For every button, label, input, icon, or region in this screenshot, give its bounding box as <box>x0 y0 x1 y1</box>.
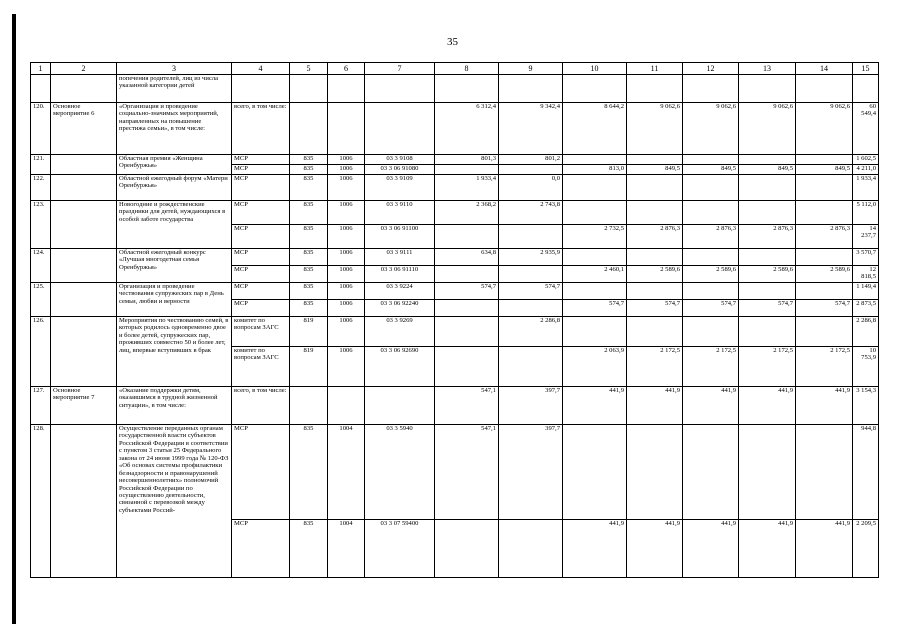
cell-v2015: 397,7 <box>499 425 563 520</box>
cell-executor: МСР <box>232 175 290 201</box>
table-row <box>31 103 879 155</box>
table-row <box>31 201 879 225</box>
cell-total: 3 154,3 <box>853 387 879 425</box>
cell-v2018 <box>683 249 739 266</box>
cell-v2020 <box>796 283 853 300</box>
cell-v2019: 441,9 <box>739 387 796 425</box>
cell-total: 1 149,4 <box>853 283 879 300</box>
cell-total: 3 570,7 <box>853 249 879 266</box>
cell-v2015 <box>499 75 563 103</box>
cell-csr: 03 3 06 92690 <box>365 347 435 387</box>
cell-v2020 <box>796 175 853 201</box>
cell-grbs <box>290 103 328 155</box>
header-cell-6: 6 <box>328 63 365 75</box>
row-number: 125. <box>31 283 51 317</box>
cell-v2019: 2 589,6 <box>739 266 796 283</box>
cell-v2015 <box>499 266 563 283</box>
cell-v2014: 6 312,4 <box>435 103 499 155</box>
row-number: 122. <box>31 175 51 201</box>
cell-grbs: 819 <box>290 317 328 347</box>
cell-v2016 <box>563 201 627 225</box>
cell-total: 4 211,0 <box>853 165 879 175</box>
cell-v2018: 441,9 <box>683 387 739 425</box>
activity-name: Основное мероприятие 6 <box>51 103 117 155</box>
budget-table <box>30 62 879 578</box>
cell-csr: 03 3 06 92240 <box>365 300 435 317</box>
cell-v2016 <box>563 155 627 165</box>
cell-v2019 <box>739 201 796 225</box>
cell-csr: 03 3 06 91080 <box>365 165 435 175</box>
cell-v2017 <box>627 201 683 225</box>
cell-v2017: 2 589,6 <box>627 266 683 283</box>
cell-csr <box>365 103 435 155</box>
activity-name <box>51 425 117 578</box>
table-body <box>31 75 879 578</box>
cell-v2014 <box>435 225 499 249</box>
cell-total <box>853 75 879 103</box>
cell-v2018 <box>683 317 739 347</box>
activity-name <box>51 249 117 283</box>
cell-v2017 <box>627 425 683 520</box>
cell-total: 944,8 <box>853 425 879 520</box>
cell-v2018: 2 172,5 <box>683 347 739 387</box>
activity-description: Областной ежегодный форум «Матери Оренбуржья» <box>117 175 232 201</box>
cell-v2020: 574,7 <box>796 300 853 317</box>
cell-v2020 <box>796 75 853 103</box>
cell-total: 2 873,5 <box>853 300 879 317</box>
cell-v2014: 547,1 <box>435 425 499 520</box>
table-row <box>31 425 879 520</box>
cell-v2020: 441,9 <box>796 387 853 425</box>
cell-v2020: 2 589,6 <box>796 266 853 283</box>
cell-grbs: 835 <box>290 225 328 249</box>
cell-executor: МСР <box>232 266 290 283</box>
cell-total: 60 549,4 <box>853 103 879 155</box>
cell-v2014: 801,3 <box>435 155 499 165</box>
cell-v2016: 441,9 <box>563 387 627 425</box>
cell-executor: МСР <box>232 283 290 300</box>
cell-v2016 <box>563 283 627 300</box>
cell-v2015: 2 743,8 <box>499 201 563 225</box>
cell-v2020 <box>796 249 853 266</box>
cell-rzpr: 1006 <box>328 165 365 175</box>
activity-description: «Оказание поддержки детям, оказавшимся в трудной жизненной ситуации», в том числе: <box>117 387 232 425</box>
activity-description: Новогодние и рождественские праздники для детей, нуждающихся в особой заботе государства <box>117 201 232 249</box>
cell-csr: 03 3 9109 <box>365 175 435 201</box>
cell-v2019: 2 172,5 <box>739 347 796 387</box>
cell-v2016 <box>563 175 627 201</box>
table-row <box>31 317 879 347</box>
cell-v2018 <box>683 175 739 201</box>
activity-name <box>51 75 117 103</box>
cell-v2014: 2 368,2 <box>435 201 499 225</box>
header-cell-2: 2 <box>51 63 117 75</box>
cell-grbs: 835 <box>290 520 328 578</box>
header-cell-4: 4 <box>232 63 290 75</box>
cell-grbs: 835 <box>290 175 328 201</box>
cell-v2014 <box>435 266 499 283</box>
cell-csr: 03 3 9111 <box>365 249 435 266</box>
cell-v2016 <box>563 249 627 266</box>
cell-v2015 <box>499 165 563 175</box>
cell-executor: МСР <box>232 201 290 225</box>
header-cell-1: 1 <box>31 63 51 75</box>
cell-v2015: 574,7 <box>499 283 563 300</box>
cell-csr: 03 3 9110 <box>365 201 435 225</box>
cell-rzpr: 1006 <box>328 347 365 387</box>
cell-v2015 <box>499 300 563 317</box>
cell-v2020: 849,5 <box>796 165 853 175</box>
cell-v2017 <box>627 75 683 103</box>
cell-v2016: 441,9 <box>563 520 627 578</box>
header-cell-12: 12 <box>683 63 739 75</box>
cell-v2015: 2 935,9 <box>499 249 563 266</box>
cell-executor: всего, в том числе: <box>232 387 290 425</box>
cell-grbs: 835 <box>290 266 328 283</box>
row-number: 128. <box>31 425 51 578</box>
header-cell-8: 8 <box>435 63 499 75</box>
cell-v2019 <box>739 317 796 347</box>
row-number: 120. <box>31 103 51 155</box>
table-row <box>31 249 879 266</box>
activity-name: Основное мероприятие 7 <box>51 387 117 425</box>
cell-executor: МСР <box>232 165 290 175</box>
cell-v2014 <box>435 520 499 578</box>
cell-v2018 <box>683 283 739 300</box>
header-cell-10: 10 <box>563 63 627 75</box>
header-row <box>31 63 879 75</box>
cell-v2014 <box>435 165 499 175</box>
cell-rzpr <box>328 103 365 155</box>
cell-csr: 03 3 06 91100 <box>365 225 435 249</box>
cell-rzpr: 1006 <box>328 201 365 225</box>
cell-v2017 <box>627 155 683 165</box>
cell-v2015: 397,7 <box>499 387 563 425</box>
cell-grbs: 835 <box>290 165 328 175</box>
cell-executor: МСР <box>232 155 290 165</box>
activity-name <box>51 155 117 175</box>
cell-v2018: 2 876,3 <box>683 225 739 249</box>
cell-v2018: 574,7 <box>683 300 739 317</box>
activity-name <box>51 175 117 201</box>
cell-v2019: 2 876,3 <box>739 225 796 249</box>
cell-v2020 <box>796 425 853 520</box>
cell-v2014 <box>435 317 499 347</box>
cell-csr: 03 3 5940 <box>365 425 435 520</box>
cell-rzpr <box>328 387 365 425</box>
row-number: 127. <box>31 387 51 425</box>
page-number: 35 <box>447 36 458 48</box>
cell-v2016 <box>563 317 627 347</box>
cell-v2015 <box>499 225 563 249</box>
cell-rzpr: 1006 <box>328 225 365 249</box>
cell-v2014 <box>435 347 499 387</box>
cell-v2019 <box>739 249 796 266</box>
cell-executor: всего, в том числе: <box>232 103 290 155</box>
cell-v2014: 547,1 <box>435 387 499 425</box>
cell-rzpr: 1006 <box>328 249 365 266</box>
cell-v2018: 9 062,6 <box>683 103 739 155</box>
cell-v2016 <box>563 425 627 520</box>
cell-grbs <box>290 387 328 425</box>
cell-rzpr: 1004 <box>328 520 365 578</box>
cell-rzpr: 1006 <box>328 155 365 165</box>
cell-rzpr: 1006 <box>328 266 365 283</box>
cell-v2017: 574,7 <box>627 300 683 317</box>
cell-grbs <box>290 75 328 103</box>
cell-v2020 <box>796 155 853 165</box>
cell-v2020: 441,9 <box>796 520 853 578</box>
cell-total: 2 209,5 <box>853 520 879 578</box>
cell-executor: комитет по вопросам ЗАГС <box>232 317 290 347</box>
cell-rzpr: 1006 <box>328 283 365 300</box>
table-row <box>31 75 879 103</box>
cell-v2016: 2 460,1 <box>563 266 627 283</box>
activity-name <box>51 317 117 387</box>
cell-v2019: 849,5 <box>739 165 796 175</box>
cell-v2019 <box>739 75 796 103</box>
cell-v2019 <box>739 283 796 300</box>
cell-v2018: 849,5 <box>683 165 739 175</box>
cell-total: 1 602,5 <box>853 155 879 165</box>
row-number <box>31 75 51 103</box>
cell-csr: 03 3 9224 <box>365 283 435 300</box>
cell-v2014: 574,7 <box>435 283 499 300</box>
cell-v2018 <box>683 201 739 225</box>
cell-csr <box>365 387 435 425</box>
cell-grbs: 835 <box>290 249 328 266</box>
cell-v2017: 441,9 <box>627 520 683 578</box>
table-row <box>31 175 879 201</box>
cell-v2020: 9 062,6 <box>796 103 853 155</box>
table-row <box>31 387 879 425</box>
header-cell-14: 14 <box>796 63 853 75</box>
activity-description: Областная премия «Женщина Оренбуржья» <box>117 155 232 175</box>
cell-v2015: 0,0 <box>499 175 563 201</box>
row-number: 124. <box>31 249 51 283</box>
cell-grbs: 819 <box>290 347 328 387</box>
cell-v2018 <box>683 425 739 520</box>
activity-name <box>51 201 117 249</box>
header-cell-9: 9 <box>499 63 563 75</box>
cell-v2017: 9 062,6 <box>627 103 683 155</box>
cell-v2020 <box>796 317 853 347</box>
cell-csr: 03 3 9269 <box>365 317 435 347</box>
cell-csr: 03 3 07 59400 <box>365 520 435 578</box>
table-row <box>31 283 879 300</box>
cell-v2016 <box>563 75 627 103</box>
cell-v2016: 574,7 <box>563 300 627 317</box>
header-cell-13: 13 <box>739 63 796 75</box>
cell-v2017: 2 876,3 <box>627 225 683 249</box>
activity-description: Осуществление переданных органам государственной власти субъектов Российской Федерации в соответствии с пунктом 3 статьи 25 Федерального закона от 24 июня 1999 года № 120-ФЗ «Об основах системы профилактики безнадзорности и правонарушений несовершеннолетних» полномочий Российской Федерации по осуществлению деятельности, связанной с перевозкой между субъектами Россий- <box>117 425 232 578</box>
row-number: 123. <box>31 201 51 249</box>
activity-description: попечения родителей, лиц из числа указанной категории детей <box>117 75 232 103</box>
cell-grbs: 835 <box>290 201 328 225</box>
cell-v2017 <box>627 283 683 300</box>
cell-csr: 03 3 06 91110 <box>365 266 435 283</box>
cell-v2015 <box>499 347 563 387</box>
cell-grbs: 835 <box>290 425 328 520</box>
cell-v2018: 441,9 <box>683 520 739 578</box>
cell-v2017: 849,5 <box>627 165 683 175</box>
cell-v2019: 441,9 <box>739 520 796 578</box>
cell-rzpr: 1004 <box>328 425 365 520</box>
cell-total: 10 753,9 <box>853 347 879 387</box>
header-cell-7: 7 <box>365 63 435 75</box>
activity-name <box>51 283 117 317</box>
cell-rzpr: 1006 <box>328 300 365 317</box>
activity-description: Мероприятия по чествованию семей, в которых родилось одновременно двое и более детей, супружеских пар, проживших совместно 50 и более лет, лиц, впервые вступивших в брак <box>117 317 232 387</box>
header-cell-5: 5 <box>290 63 328 75</box>
activity-description: Областной ежегодный конкурс «Лучшая многодетная семья Оренбуржья» <box>117 249 232 283</box>
row-number: 126. <box>31 317 51 387</box>
cell-v2014 <box>435 75 499 103</box>
cell-executor: МСР <box>232 520 290 578</box>
cell-v2018 <box>683 155 739 165</box>
cell-v2016: 813,0 <box>563 165 627 175</box>
cell-v2014: 1 933,4 <box>435 175 499 201</box>
cell-v2017 <box>627 175 683 201</box>
cell-executor: МСР <box>232 300 290 317</box>
cell-v2017: 441,9 <box>627 387 683 425</box>
cell-executor: МСР <box>232 249 290 266</box>
cell-v2019 <box>739 425 796 520</box>
cell-executor <box>232 75 290 103</box>
cell-v2015: 2 286,8 <box>499 317 563 347</box>
cell-v2018 <box>683 75 739 103</box>
activity-description: Организация и проведение чествования супружеских пар в День семьи, любви и верности <box>117 283 232 317</box>
cell-rzpr: 1006 <box>328 175 365 201</box>
cell-v2017 <box>627 249 683 266</box>
cell-executor: МСР <box>232 225 290 249</box>
cell-total: 14 237,7 <box>853 225 879 249</box>
cell-v2019: 574,7 <box>739 300 796 317</box>
cell-v2019: 9 062,6 <box>739 103 796 155</box>
cell-v2014 <box>435 300 499 317</box>
cell-v2019 <box>739 175 796 201</box>
cell-v2018: 2 589,6 <box>683 266 739 283</box>
header-cell-3: 3 <box>117 63 232 75</box>
cell-v2020 <box>796 201 853 225</box>
header-cell-11: 11 <box>627 63 683 75</box>
cell-total: 12 818,5 <box>853 266 879 283</box>
cell-v2020: 2 172,5 <box>796 347 853 387</box>
cell-total: 5 112,0 <box>853 201 879 225</box>
activity-description: «Организация и проведение социально-значимых мероприятий, направленных на повышение престижа семьи», в том числе: <box>117 103 232 155</box>
cell-total: 1 933,4 <box>853 175 879 201</box>
cell-v2015: 9 342,4 <box>499 103 563 155</box>
cell-csr <box>365 75 435 103</box>
cell-v2015 <box>499 520 563 578</box>
cell-rzpr <box>328 75 365 103</box>
cell-v2017: 2 172,5 <box>627 347 683 387</box>
cell-v2014: 634,8 <box>435 249 499 266</box>
cell-v2020: 2 876,3 <box>796 225 853 249</box>
cell-v2017 <box>627 317 683 347</box>
cell-rzpr: 1006 <box>328 317 365 347</box>
cell-grbs: 835 <box>290 155 328 165</box>
cell-grbs: 835 <box>290 283 328 300</box>
table-row <box>31 155 879 165</box>
cell-v2016: 2 732,5 <box>563 225 627 249</box>
cell-csr: 03 3 9108 <box>365 155 435 165</box>
cell-v2019 <box>739 155 796 165</box>
cell-executor: комитет по вопросам ЗАГС <box>232 347 290 387</box>
page-binding-edge <box>12 14 16 624</box>
cell-v2016: 8 644,2 <box>563 103 627 155</box>
row-number: 121. <box>31 155 51 175</box>
header-cell-15: 15 <box>853 63 879 75</box>
cell-total: 2 286,8 <box>853 317 879 347</box>
cell-v2015: 801,2 <box>499 155 563 165</box>
cell-executor: МСР <box>232 425 290 520</box>
cell-v2016: 2 063,9 <box>563 347 627 387</box>
cell-grbs: 835 <box>290 300 328 317</box>
